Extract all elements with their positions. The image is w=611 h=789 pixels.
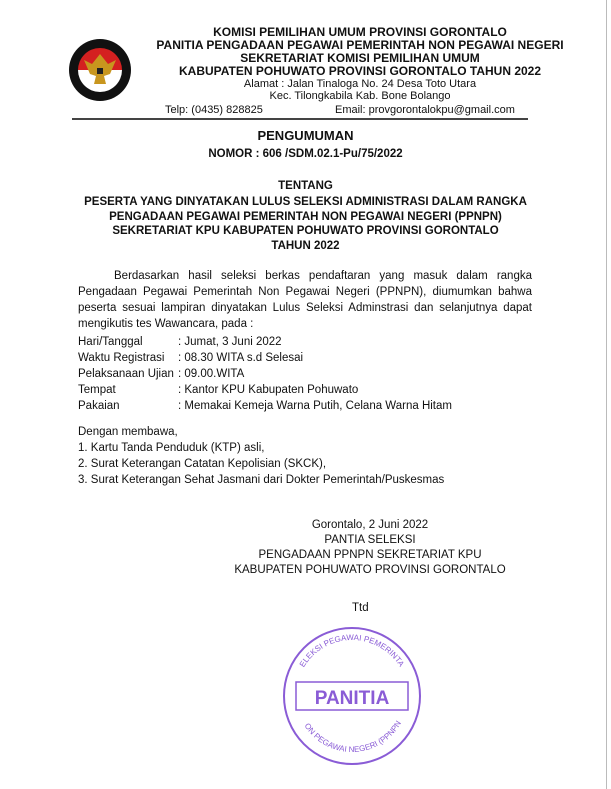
email: Email: provgorontalokpu@gmail.com: [335, 104, 515, 116]
letterhead-line: SEKRETARIAT KOMISI PEMILIHAN UMUM: [240, 51, 480, 65]
document-number: NOMOR : 606 /SDM.02.1-Pu/75/2022: [208, 148, 403, 160]
kpu-logo: [68, 38, 132, 102]
letterhead: [140, 26, 580, 102]
subject-line: TAHUN 2022: [271, 239, 340, 252]
phone: Telp: (0435) 828825: [165, 104, 263, 116]
official-stamp: [282, 626, 422, 766]
signature-line: KABUPATEN POHUWATO PROVINSI GORONTALO: [234, 564, 506, 576]
address-line: Alamat : Jalan Tinaloga No. 24 Desa Toto Utara: [243, 78, 477, 90]
list-item: 3. Surat Keterangan Sehat Jasmani dari Dokter Pemerintah/Puskesmas: [78, 474, 445, 486]
detail-label: Hari/Tanggal: [78, 336, 143, 348]
detail-value: : 08.30 WITA s.d Selesai: [178, 352, 304, 364]
stamp-center-text: PANITIA: [314, 688, 390, 709]
detail-value: : Jumat, 3 Juni 2022: [178, 336, 282, 348]
detail-label: Tempat: [78, 384, 116, 396]
letterhead-line: KOMISI PEMILIHAN UMUM PROVINSI GORONTALO: [213, 25, 507, 39]
bring-intro: Dengan membawa,: [78, 426, 178, 438]
bring-list: [78, 424, 444, 488]
subject: [0, 195, 611, 253]
stamp-bottom-arc: ON PEGAWAI NEGERI (PPNPN: [302, 719, 403, 755]
detail-value: : Kantor KPU Kabupaten Pohuwato: [178, 384, 359, 396]
detail-label: Pelaksanaan Ujian: [78, 368, 174, 380]
detail-value: : 09.00.WITA: [178, 368, 245, 380]
place-date: Gorontalo, 2 Juni 2022: [311, 519, 429, 531]
letterhead-line: PANITIA PENGADAAN PEGAWAI PEMERINTAH NON PEGAWAI NEGERI: [156, 38, 564, 52]
detail-label: Pakaian: [78, 400, 120, 412]
intro-paragraph: Berdasarkan hasil seleksi berkas pendaftaran yang masuk dalam rangka Pengadaan Pegawai Pemerintah Non Pegawai Negeri (PPNPN), diumumkan bahwa peserta sesuai lampiran dinyatakan Lulus Seleksi Adminstrasi dan selanjutnya dapat mengikutis tes Wawancara, pada :: [78, 270, 532, 330]
about-heading: TENTANG: [278, 180, 333, 192]
subject-line: PENGADAAN PEGAWAI PEMERINTAH NON PEGAWAI NEGERI (PPNPN): [109, 210, 502, 223]
address-line: Kec. Tilongkabila Kab. Bone Bolango: [269, 90, 451, 102]
page-title: PENGUMUMAN: [257, 128, 354, 143]
subject-line: SEKRETARIAT KPU KABUPATEN POHUWATO PROVINSI GORONTALO: [112, 225, 499, 237]
detail-value: : Memakai Kemeja Warna Putih, Celana Warna Hitam: [178, 400, 452, 412]
list-item: 2. Surat Keterangan Catatan Kepolisian (SKCK),: [78, 458, 327, 470]
signature-line: PENGADAAN PPNPN SEKRETARIAT KPU: [258, 549, 482, 561]
list-item: 1. Kartu Tanda Penduduk (KTP) asli,: [78, 442, 265, 454]
svg-text:SELEKSI PEGAWAI PEMERINTAH: [282, 626, 406, 669]
stamp-top-arc: ELEKSI PEGAWAI PEMERINTA: [297, 632, 406, 669]
signature-block: [230, 518, 510, 578]
signature: Ttd: [352, 602, 369, 614]
letterhead-line: KABUPATEN POHUWATO PROVINSI GORONTALO TAHUN 2022: [178, 64, 542, 78]
signature-line: PANTIA SELEKSI: [324, 534, 416, 546]
header-divider: [72, 118, 528, 120]
detail-label: Waktu Registrasi: [78, 352, 165, 364]
subject-line: PESERTA YANG DINYATAKAN LULUS SELEKSI ADMINISTRASI DALAM RANGKA: [84, 196, 527, 208]
